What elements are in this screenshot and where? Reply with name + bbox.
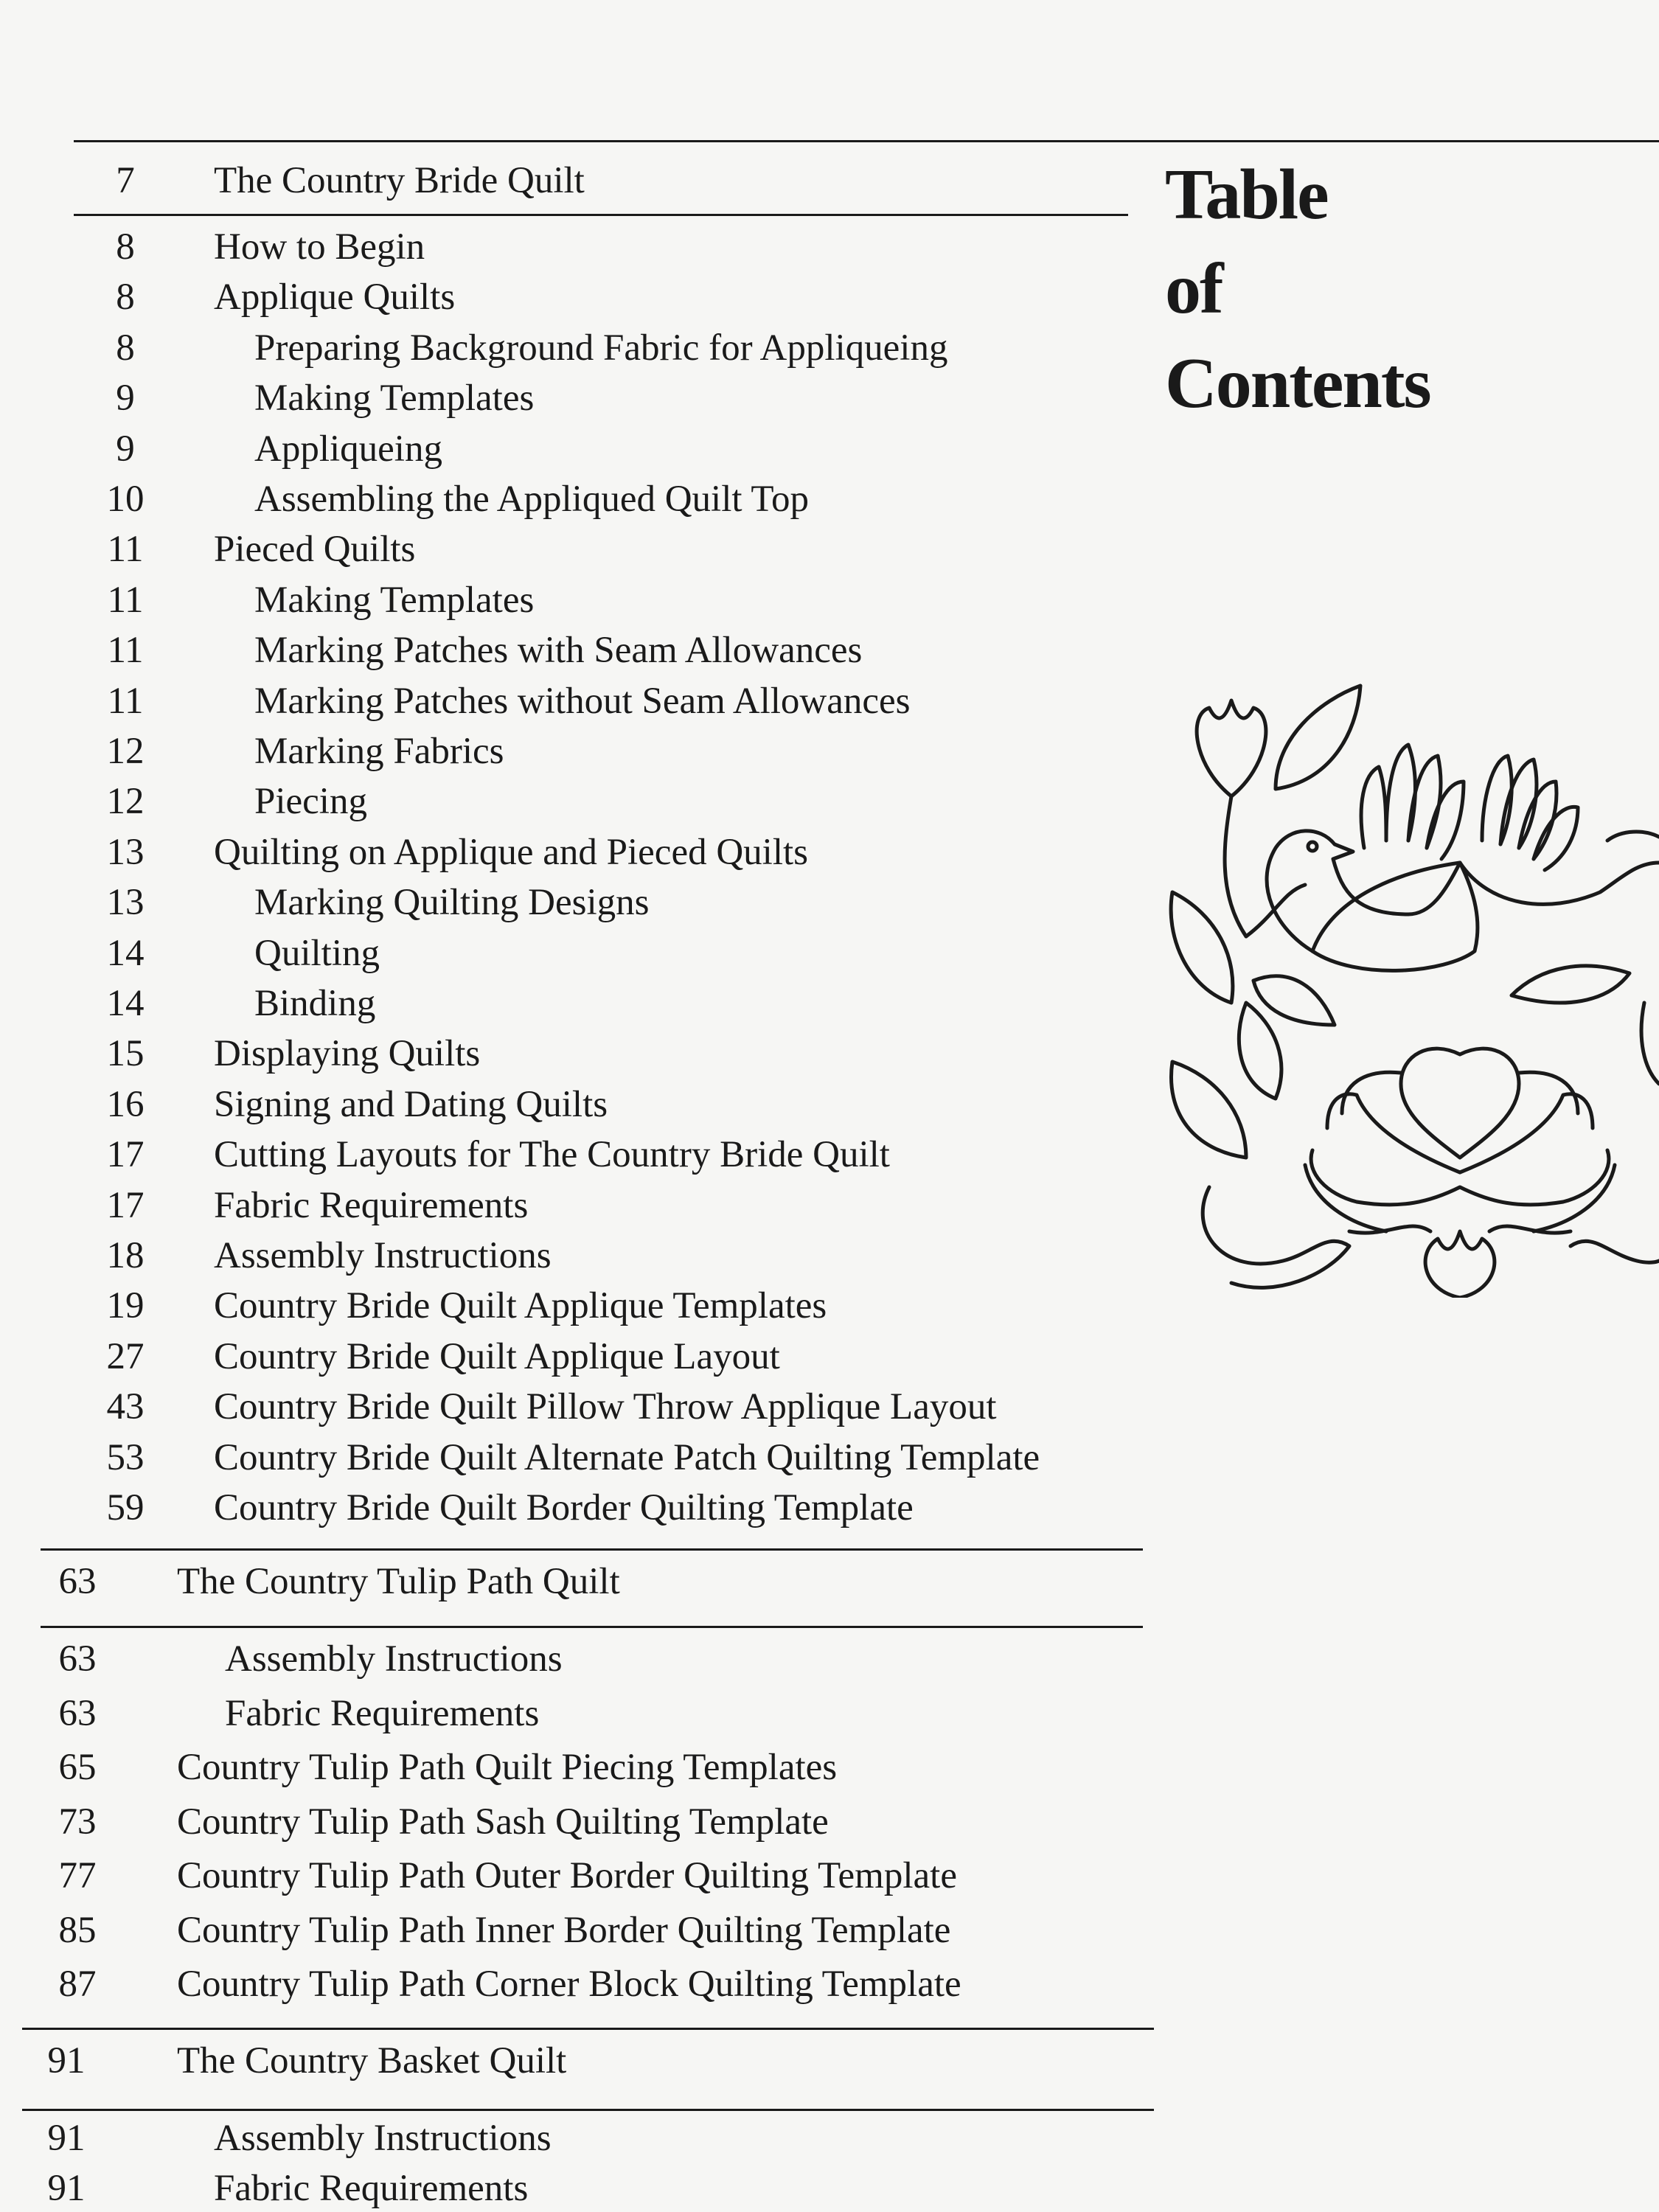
toc-entry-title: Country Bride Quilt Applique Layout — [214, 1335, 780, 1377]
toc-page-number: 10 — [106, 479, 145, 520]
toc-page-number: 15 — [106, 1033, 145, 1075]
toc-entry-title: Assembling the Appliqued Quilt Top — [254, 479, 809, 520]
toc-page-number: 11 — [107, 680, 144, 722]
toc-entry-title: Marking Patches with Seam Allowances — [254, 630, 863, 672]
toc-entry-title: Country Tulip Path Sash Quilting Template — [177, 1801, 829, 1843]
toc-page-number: 63 — [58, 1561, 97, 1602]
toc-entry-title: Pieced Quilts — [214, 529, 416, 571]
toc-entry-title: Signing and Dating Quilts — [214, 1083, 608, 1125]
toc-page-number: 17 — [106, 1134, 145, 1176]
toc-page-number: 14 — [106, 983, 145, 1024]
floral-dove-illustration — [1165, 671, 1659, 1298]
toc-entry-title: Making Templates — [254, 378, 535, 420]
toc-entry-title: The Country Basket Quilt — [177, 2040, 567, 2081]
section-top-rule — [22, 2028, 1154, 2030]
toc-page-number: 8 — [116, 276, 135, 319]
toc-entry-title: Applique Quilts — [214, 276, 456, 319]
toc-entry-title: Country Tulip Path Outer Border Quilting Template — [177, 1855, 957, 1896]
toc-entry-title: Fabric Requirements — [214, 1184, 529, 1226]
heading-line-1: Table — [1165, 155, 1328, 234]
toc-page-number: 11 — [107, 529, 144, 571]
toc-page-number: 17 — [106, 1184, 145, 1226]
toc-page-number: 59 — [106, 1487, 145, 1528]
toc-entry-title: Marking Quilting Designs — [254, 882, 650, 924]
section-top-rule — [41, 1548, 1143, 1551]
toc-page-number: 87 — [58, 1964, 97, 2005]
toc-entry-title: Fabric Requirements — [214, 2168, 529, 2209]
toc-page-number: 27 — [106, 1335, 145, 1377]
toc-page-number: 16 — [106, 1083, 145, 1125]
toc-entry-title: Fabric Requirements — [225, 1692, 540, 1734]
toc-entry-title: Country Bride Quilt Pillow Throw Applique Layout — [214, 1386, 997, 1428]
toc-entry-title: Country Bride Quilt Alternate Patch Quilting Template — [214, 1436, 1040, 1478]
toc-entry-title: Marking Fabrics — [254, 731, 504, 772]
page-top-rule — [74, 140, 1659, 142]
section-divider-rule — [41, 1626, 1143, 1628]
toc-entry-title: Appliqueing — [254, 428, 442, 470]
toc-entry-title: Preparing Background Fabric for Appliqueing — [254, 327, 948, 369]
toc-entry-title: The Country Tulip Path Quilt — [177, 1561, 620, 1602]
toc-page-number: 13 — [106, 831, 145, 873]
toc-page-number: 11 — [107, 630, 144, 672]
toc-page-number: 9 — [116, 428, 135, 470]
toc-entry-title: How to Begin — [214, 226, 425, 268]
toc-entry-title: The Country Bride Quilt — [214, 160, 585, 201]
toc-page-number: 11 — [107, 579, 144, 621]
toc-page-number: 12 — [106, 781, 145, 823]
toc-page-number: 73 — [58, 1801, 97, 1843]
toc-page-number: 12 — [106, 731, 145, 772]
toc-entry-title: Assembly Instructions — [225, 1638, 563, 1680]
toc-entry-title: Piecing — [254, 781, 367, 823]
toc-entry-title: Country Bride Quilt Applique Templates — [214, 1285, 827, 1327]
toc-entry-title: Country Tulip Path Inner Border Quilting Template — [177, 1909, 951, 1951]
toc-page-number: 91 — [47, 2118, 86, 2159]
toc-page-number: 8 — [116, 327, 135, 369]
section-divider-rule — [22, 2109, 1154, 2111]
toc-entry-title: Binding — [254, 983, 376, 1024]
toc-page-number: 7 — [116, 160, 135, 201]
toc-entry-title: Quilting — [254, 932, 380, 974]
heading-line-2: of — [1165, 249, 1222, 329]
toc-page-number: 13 — [106, 882, 145, 924]
toc-page-number: 77 — [58, 1855, 97, 1896]
toc-page-number: 18 — [106, 1235, 145, 1276]
toc-page-number: 91 — [47, 2040, 86, 2081]
toc-page-number: 14 — [106, 932, 145, 974]
toc-page-number: 63 — [58, 1692, 97, 1734]
toc-entry-title: Assembly Instructions — [214, 2118, 552, 2159]
heading-line-3: Contents — [1165, 344, 1430, 423]
toc-entry-title: Marking Patches without Seam Allowances — [254, 680, 911, 722]
toc-entry-title: Quilting on Applique and Pieced Quilts — [214, 831, 809, 873]
toc-page-number: 9 — [116, 378, 135, 420]
toc-entry-title: Assembly Instructions — [214, 1235, 552, 1276]
toc-page-number: 85 — [58, 1909, 97, 1951]
page-heading — [1165, 147, 1430, 431]
toc-page-number: 91 — [47, 2168, 86, 2209]
toc-entry-title: Displaying Quilts — [214, 1033, 481, 1075]
toc-entry-title: Country Tulip Path Corner Block Quilting Template — [177, 1964, 961, 2005]
toc-page-number: 65 — [58, 1747, 97, 1788]
toc-page-number: 63 — [58, 1638, 97, 1680]
toc-entry-title: Cutting Layouts for The Country Bride Quilt — [214, 1134, 890, 1176]
toc-entry-title: Making Templates — [254, 579, 535, 621]
toc-entry-title: Country Tulip Path Quilt Piecing Templates — [177, 1747, 838, 1788]
toc-page-number: 43 — [106, 1386, 145, 1428]
toc-page-number: 19 — [106, 1285, 145, 1327]
toc-page-number: 8 — [116, 226, 135, 268]
section-divider-rule — [74, 214, 1128, 216]
toc-entry-title: Country Bride Quilt Border Quilting Template — [214, 1487, 914, 1528]
toc-page-number: 53 — [106, 1436, 145, 1478]
